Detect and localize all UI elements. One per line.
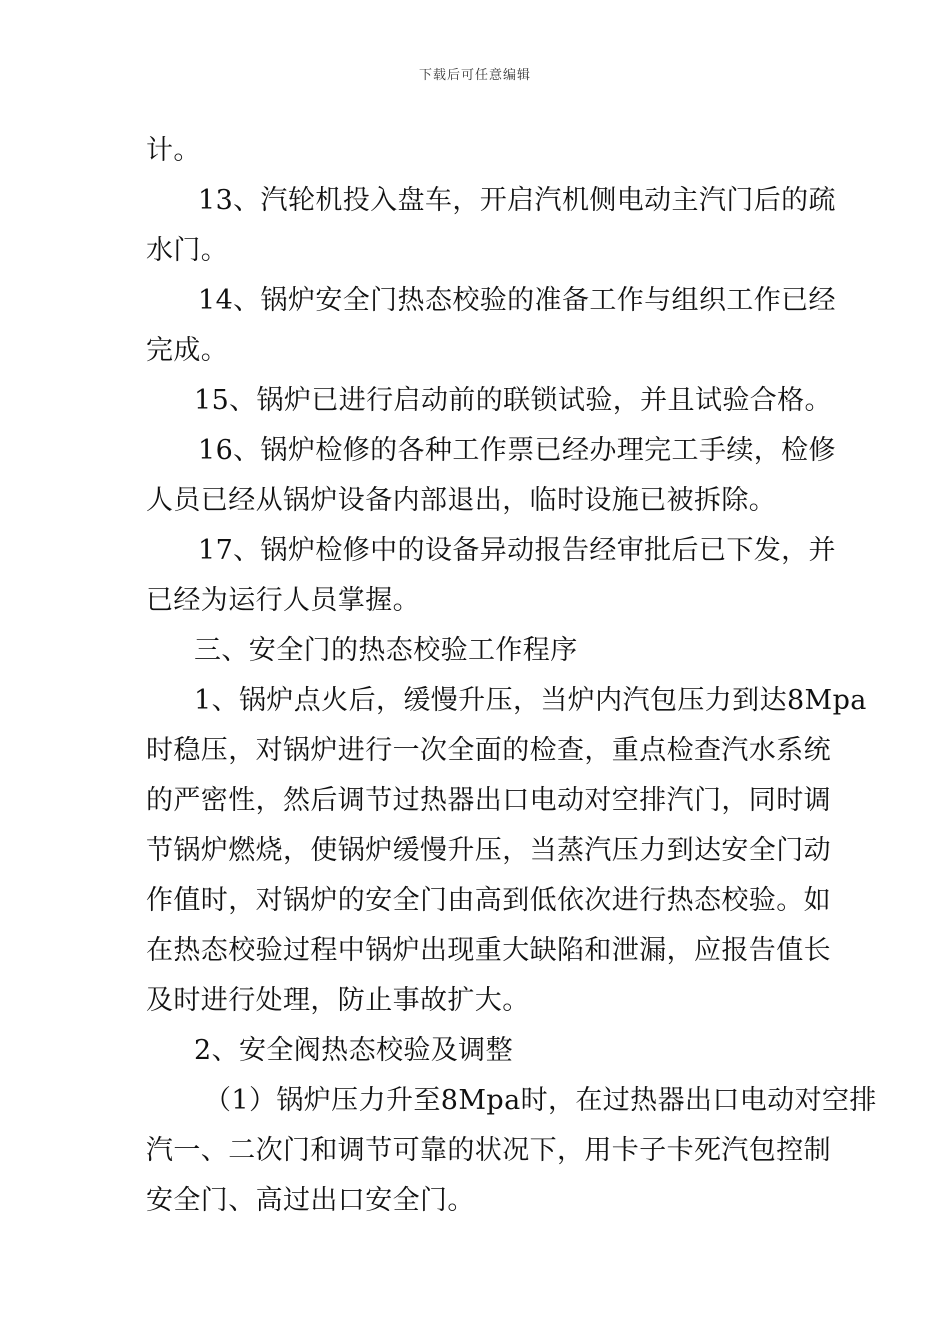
text-line: 1、锅炉点火后，缓慢升压，当炉内汽包压力到达8Mpa bbox=[194, 685, 867, 716]
page-header-note: 下载后可任意编辑 bbox=[418, 68, 531, 83]
text-line: 作值时，对锅炉的安全门由高到低依次进行热态校验。如 bbox=[146, 885, 831, 916]
text-line: 15、锅炉已进行启动前的联锁试验，并且试验合格。 bbox=[194, 385, 832, 416]
document-body bbox=[146, 126, 877, 1226]
text-line: 在热态校验过程中锅炉出现重大缺陷和泄漏，应报告值长 bbox=[146, 935, 831, 966]
text-line: 17、锅炉检修中的设备异动报告经审批后已下发，并 bbox=[198, 535, 836, 566]
text-line: 及时进行处理，防止事故扩大。 bbox=[146, 985, 530, 1016]
text-line: 水门。 bbox=[146, 235, 229, 266]
text-line: 节锅炉燃烧，使锅炉缓慢升压，当蒸汽压力到达安全门动 bbox=[146, 835, 831, 866]
text-line: 时稳压，对锅炉进行一次全面的检查，重点检查汽水系统 bbox=[146, 735, 831, 766]
section-heading: 三、安全门的热态校验工作程序 bbox=[194, 635, 578, 666]
text-line: 13、汽轮机投入盘车，开启汽机侧电动主汽门后的疏 bbox=[198, 185, 836, 216]
text-line: 完成。 bbox=[146, 335, 229, 366]
text-line: 的严密性，然后调节过热器出口电动对空排汽门，同时调 bbox=[146, 785, 831, 816]
text-line: 已经为运行人员掌握。 bbox=[146, 585, 420, 616]
text-line: 汽一、二次门和调节可靠的状况下，用卡子卡死汽包控制 bbox=[146, 1135, 831, 1166]
text-line: 16、锅炉检修的各种工作票已经办理完工手续，检修 bbox=[198, 435, 836, 466]
text-line: 14、锅炉安全门热态校验的准备工作与组织工作已经 bbox=[198, 285, 836, 316]
text-line: 安全门、高过出口安全门。 bbox=[146, 1185, 475, 1216]
text-line: （1）锅炉压力升至8Mpa时，在过热器出口电动对空排 bbox=[204, 1085, 877, 1116]
text-line: 计。 bbox=[146, 135, 201, 166]
subsection-heading: 2、安全阀热态校验及调整 bbox=[194, 1035, 513, 1066]
text-line: 人员已经从锅炉设备内部退出，临时设施已被拆除。 bbox=[146, 485, 777, 516]
